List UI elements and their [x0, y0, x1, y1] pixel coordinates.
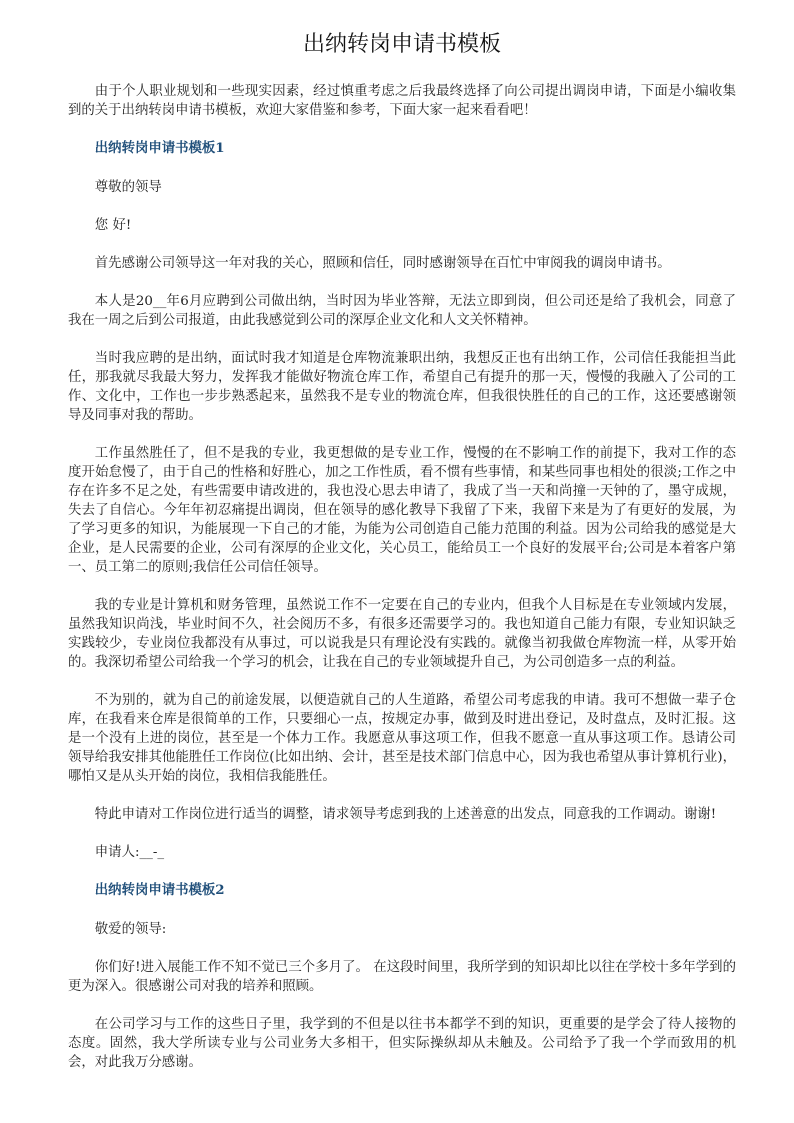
section-heading-1: 出纳转岗申请书模板1: [94, 140, 225, 156]
document-title: 出纳转岗申请书模板: [302, 32, 501, 57]
body-paragraph: 我的专业是计算机和财务管理，虽然说工作不一定要在自己的专业内，但我个人目标是在专业领域内发展，虽然我知识尚浅，毕业时间不久，社会阅历不多，有很多还需要学习的。我也知道自己能力有限，专业知识缺乏实践较少，专业岗位我都没有从事过，可以说我是只有理论没有实践的。就像当初我做仓库物流一样，从零开始的。我深切希望公司给我一个学习的机会，让我在自己的专业领域提升自己，为公司创造多一点的利益。: [68, 598, 736, 670]
body-paragraph: 本人是20__年6月应聘到公司做出纳，当时因为毕业答辩，无法立即到岗，但公司还是给了我机会，同意了我在一周之后到公司报道，由此我感觉到公司的深厚企业文化和人文关怀精神。: [68, 294, 736, 328]
body-paragraph: 工作虽然胜任了，但不是我的专业，我更想做的是专业工作，慢慢的在不影响工作的前提下，我对工作的态度开始怠慢了，由于自己的性格和好胜心，加之工作性质，看不惯有些事情，和某些同事也相处的很淡;工作之中存在许多不足之处，有些需要申请改进的，我也没心思去申请了，我成了当一天和尚撞一天钟的了，墨守成规，失去了自信心。今年年初忍痛提出调岗，但在领导的感化教导下我留了下来，我留下来是为了有更好的发展，为了学习更多的知识，为能展现一下自己的才能，为能为公司创造自己能力范围的利益。因为公司给我的感觉是大企业，是人民需要的企业，公司有深厚的企业文化，关心员工，能给员工一个良好的发展平台;公司是本着客户第一、员工第二的原则;我信任公司信任领导。: [68, 446, 736, 575]
body-paragraph: 不为别的，就为自己的前途发展，以便造就自己的人生道路，希望公司考虑我的申请。我可不想做一辈子仓库，在我看来仓库是很简单的工作，只要细心一点，按规定办事，做到及时进出登记，及时盘点，及时汇报。这是一个没有上进的岗位，甚至是一个体力工作。我愿意从事这项工作，但我不愿意一直从事这项工作。恳请公司领导给我安排其他能胜任工作岗位(比如出纳、会计，甚至是技术部门信息中心，因为我也希望从事计算机行业)，哪怕又是从头开始的岗位，我相信我能胜任。: [68, 693, 736, 784]
greeting: 您 好!: [94, 218, 132, 233]
body-paragraph: 首先感谢公司领导这一年对我的关心，照顾和信任，同时感谢领导在百忙中审阅我的调岗申请书。: [94, 256, 671, 271]
salutation: 尊敬的领导: [94, 180, 162, 195]
section-heading-2: 出纳转岗申请书模板2: [94, 882, 225, 898]
body-paragraph: 特此申请对工作岗位进行适当的调整，请求领导考虑到我的上述善意的出发点，同意我的工作调动。谢谢!: [94, 807, 717, 822]
salutation: 敬爱的领导:: [94, 922, 167, 937]
body-paragraph: 在公司学习与工作的这些日子里，我学到的不但是以往书本都学不到的知识，更重要的是学会了待人接物的态度。固然，我大学所读专业与公司业务大多相干，但实际操纵却从未触及。公司给予了我一个学而致用的机会，对此我万分感谢。: [68, 1017, 736, 1070]
intro-paragraph: 由于个人职业规划和一些现实因素，经过慎重考虑之后我最终选择了向公司提出调岗申请，下面是小编收集到的关于出纳转岗申请书模板，欢迎大家借鉴和参考，下面大家一起来看看吧！: [68, 84, 736, 118]
body-paragraph: 当时我应聘的是出纳，面试时我才知道是仓库物流兼职出纳，我想反正也有出纳工作，公司信任我能担当此任，那我就尽我最大努力，发挥我才能做好物流仓库工作，希望自己有提升的那一天，慢慢的我融入了公司的工作、文化中，工作也一步步熟悉起来，虽然我不是专业的物流仓库，但我很快胜任的自己的工作，这还要感谢领导及同事对我的帮助。: [68, 351, 736, 423]
signature-line: 申请人:__-_: [94, 845, 165, 860]
body-paragraph: 你们好!进入展能工作不知不觉已三个多月了。 在这段时间里，我所学到的知识却比以往在学校十多年学到的更为深入。很感谢公司对我的培养和照顾。: [68, 960, 736, 994]
